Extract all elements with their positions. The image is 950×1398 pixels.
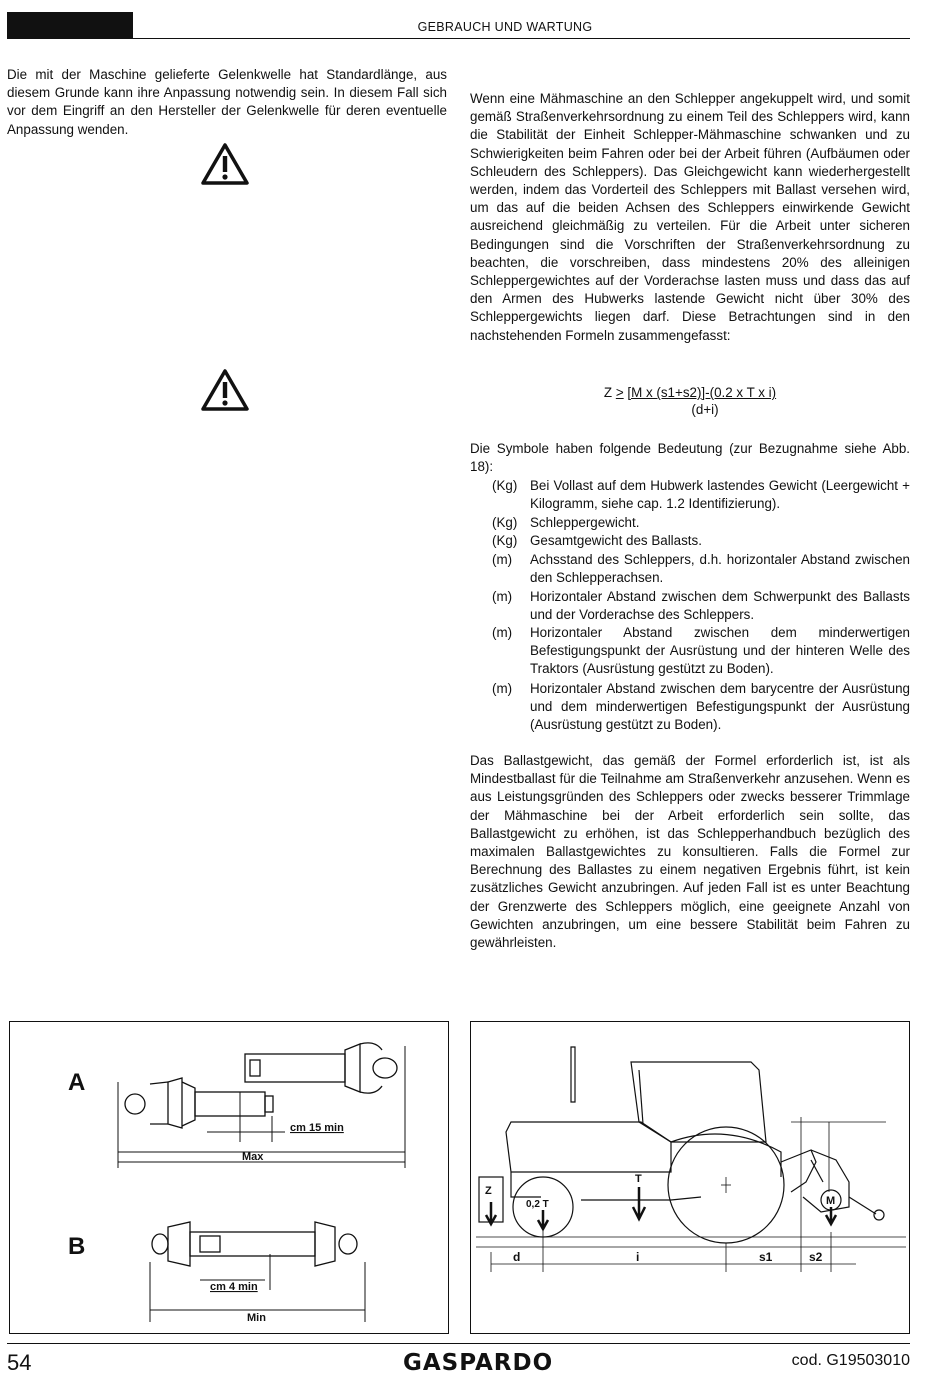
left-column-text [7,66,447,139]
symbol-unit: (m) [492,552,513,567]
formula-operator: > [615,385,624,400]
formula-lhs: Z [603,385,613,400]
warning-triangle-icon [200,142,250,186]
formula-denominator: (d+i) [691,402,719,417]
label-m: M [826,1195,836,1207]
dim-cm15-min: cm 15 min [290,1122,344,1134]
label-b: B [68,1233,86,1260]
symbol-unit: (m) [492,681,513,696]
brand-logo: GASPARDO [403,1350,554,1376]
symbol-unit: (m) [492,589,513,604]
symbol-description: Bei Vollast auf dem Hubwerk lastendes Gewicht (Leergewicht + Kilogramm, siehe cap. 1.2 Identifizierung). [530,478,910,512]
dim-min: Min [247,1312,266,1324]
symbol-unit: (Kg) [492,533,518,548]
formula-numerator: [M x (s1+s2)]-(0.2 x T x i) [627,385,777,400]
symbol-item [492,532,910,550]
dim-s1: s1 [759,1250,773,1264]
warning-triangle-icon [200,368,250,412]
dim-d: d [513,1250,521,1264]
header-title: GEBRAUCH UND WARTUNG [417,20,593,34]
ballast-paragraph: Das Ballastgewicht, das gemäß der Formel erforderlich ist, ist als Mindestballast für die Teilnahme am Straßenverkehr anzusehen. Wenn es aus Leistungsgründen des Schleppers oder zwecks besserer Trimmlage der Mähmaschine bei der Arbeit erforderlich sein sollte, das Ballastgewicht zu erhöhen, ist das Schlepperhandbuch bezüglich des maximalen Ballastgewichtes zu konsultieren. Falls die Formel zur Berechnung des Ballastes zu einem negativen Ergebnis führt, ist kein zusätzliches Gewicht anzubringen. Auf jeden Fall ist es unter Beachtung der Grenzwerte des Schleppers möglich, eine geeignete Anzahl von Gewichten anzubringen, um eine bessere Stabilität beim Fahren zu gewährleisten. [470,753,910,951]
page-number: 54 [7,1350,32,1375]
symbol-item [492,551,910,587]
formula-numerator-line [470,384,910,401]
stability-paragraph: Wenn eine Mähmaschine an den Schlepper angekuppelt wird, und somit gemäß Straßenverkehrsordnung zu einem Teil des Schleppers wird, kann die Stabilität der Einheit Schlepper-Mähmaschine schwanken und zu Schwierigkeiten beim Fahren oder bei der Arbeit führen (Aufbäumen oder Schleudern des Schleppers). Das Gleichgewicht kann wiederhergestellt werden, indem das Vorderteil des Schleppers mit Ballast versehen wird, um das auf die beiden Achsen des Schleppers einwirkende Gewicht ausreichend gleichmäßig zu verteilen. Für die Arbeit unter sicheren Bedingungen sind die Vorschriften der Straßenverkehrsordnung zu beachten, die vorschreiben, dass mindestens 20% des alleinigen Schleppergewichtes auf der Vorderachse lasten muss und dass das auf den Armen des Hubwerks lastende Gewicht nicht über 30% des Schleppergewichts liegen darf. Diese Betrachtungen sind in den nachstehenden Formeln zusammengefasst: [470,91,910,343]
right-column-text [470,90,910,345]
dim-i: i [636,1250,640,1264]
symbol-description: Gesamtgewicht des Ballasts. [530,533,702,548]
label-z: Z [485,1185,492,1197]
symbol-description: Schleppergewicht. [530,515,640,530]
tractor-drawing [471,1022,908,1332]
label-0-2-t: 0,2 T [526,1199,549,1210]
symbol-unit: (Kg) [492,478,518,493]
document-code: cod. G19503010 [791,1352,910,1369]
shaft-paragraph: Die mit der Maschine gelieferte Gelenkwelle hat Standardlänge, aus diesem Grunde kann ihre Anpassung notwendig sein. In diesem Fall sich vor dem Eingriff an den Hersteller der Gelenkwelle für deren eventuelle Anpassung wenden. [7,67,447,137]
symbol-item [492,680,910,735]
footer-rule [7,1343,910,1344]
symbol-description: Horizontaler Abstand zwischen dem barycentre der Ausrüstung und dem minderwertigen Befestigungspunkt der Ausrüstung (Ausrüstung gestützt zu Boden). [530,681,910,733]
symbol-description: Achsstand des Schleppers, d.h. horizontaler Abstand zwischen den Schlepperachsen. [530,552,910,586]
symbol-unit: (Kg) [492,515,518,530]
label-t: T [635,1173,642,1185]
pto-shaft-figure [9,1021,449,1334]
pto-shaft-drawing [10,1022,447,1332]
symbols-intro: Die Symbole haben folgende Bedeutung (zur Bezugnahme siehe Abb. 18): [470,441,910,475]
header-rule [7,38,910,39]
symbol-description: Horizontaler Abstand zwischen dem Schwerpunkt des Ballasts und der Vorderachse des Schleppers. [530,589,910,623]
symbol-description: Horizontaler Abstand zwischen dem minderwertigen Befestigungspunkt der Ausrüstung und der hinteren Welle des Traktors (Ausrüstung gestützt zu Boden). [530,625,910,677]
dim-cm4-min: cm 4 min [210,1281,258,1293]
dim-s2: s2 [809,1250,823,1264]
dim-max: Max [242,1151,264,1163]
label-a: A [68,1069,86,1096]
ballast-formula [470,384,910,418]
symbol-item [492,624,910,679]
tractor-ballast-figure [470,1021,910,1334]
symbol-item [492,588,910,624]
symbol-item [492,477,910,513]
symbol-unit: (m) [492,625,513,640]
symbol-item [492,514,910,532]
